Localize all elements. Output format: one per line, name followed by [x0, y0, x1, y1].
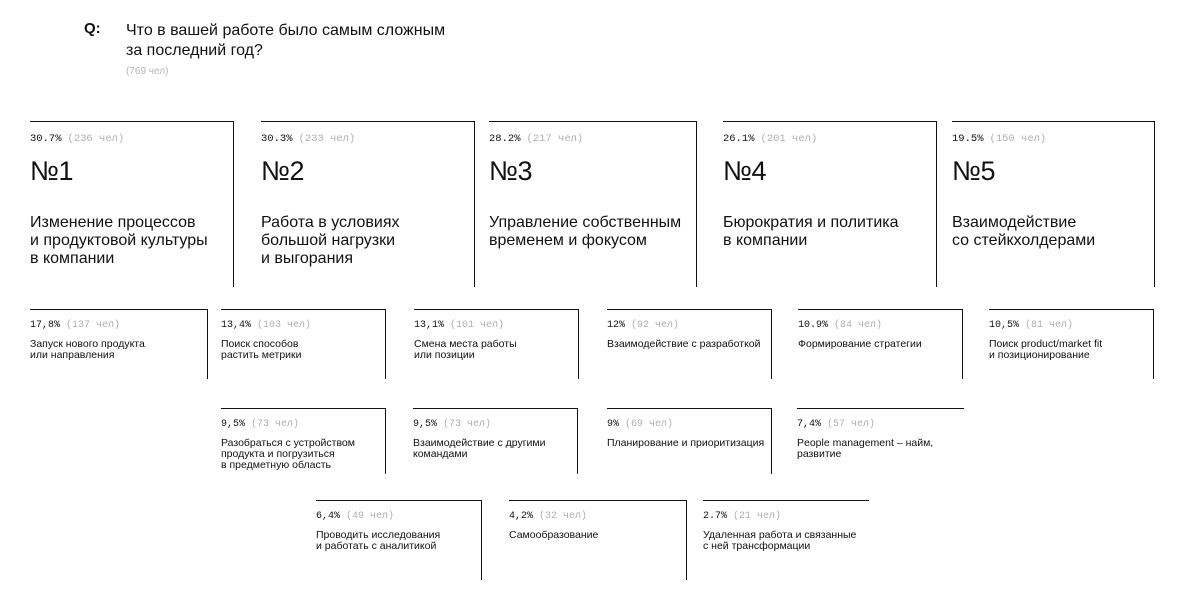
answer-title-line: Разобраться с устройством	[221, 437, 355, 449]
answer-stat	[413, 419, 491, 430]
answer-title-line: Изменение процессов	[30, 214, 196, 231]
answer-title	[607, 438, 764, 449]
answer-title-line: Взаимодействие	[952, 214, 1077, 231]
answer-count: (233 чел)	[298, 133, 356, 145]
question-text-line: за последний год?	[126, 42, 263, 59]
answer-title	[952, 214, 1164, 250]
answer-title-line: Удаленная работа и связанные	[703, 529, 857, 541]
answer-percent: 6,4%	[316, 511, 341, 522]
respondents-count: (769 чел)	[126, 66, 169, 77]
answer-title-line: или позиции	[414, 349, 475, 361]
answer-percent: 4,2%	[509, 511, 534, 522]
answer-stat	[952, 133, 1046, 145]
answer-title-line: Формирование стратегии	[798, 338, 922, 350]
answer-stat	[703, 511, 781, 522]
answer-percent: 9%	[607, 419, 620, 430]
answer-title-line: Взаимодействие с другими	[413, 437, 546, 449]
answer-title	[723, 214, 935, 250]
answer-card	[221, 408, 386, 474]
answer-title	[703, 530, 856, 552]
answer-percent: 12%	[607, 320, 626, 331]
answer-title	[30, 214, 242, 268]
answer-title-line: Работа в условиях	[261, 214, 400, 231]
answer-title-line: или направления	[30, 349, 115, 361]
answer-title-line: Самообразование	[509, 529, 599, 541]
answer-stat	[221, 419, 299, 430]
answer-title-line: временем и фокусом	[489, 232, 647, 249]
answer-title-line: Запуск нового продукта	[30, 338, 145, 350]
answer-card	[607, 309, 772, 379]
answer-title	[607, 339, 761, 350]
answer-title	[30, 339, 145, 361]
answer-title-line: в предметную область	[221, 459, 331, 471]
answer-title-line: Бюрократия и политика	[723, 214, 899, 231]
answer-stat	[489, 133, 583, 145]
answer-stat	[316, 511, 394, 522]
answer-title-line: командами	[413, 448, 468, 460]
question-text	[126, 21, 486, 61]
answer-title	[414, 339, 517, 361]
answer-count: (57 чел)	[827, 419, 876, 430]
answer-card	[221, 309, 386, 379]
answer-percent: 10.9%	[798, 320, 829, 331]
answer-percent: 9,5%	[221, 419, 246, 430]
answer-count: (217 чел)	[526, 133, 584, 145]
answer-count: (92 чел)	[631, 320, 680, 331]
answer-card	[509, 500, 687, 580]
answer-title-line: People management – найм,	[797, 437, 934, 449]
top-answer-card	[952, 121, 1155, 287]
answer-title-line: Взаимодействие с разработкой	[607, 338, 761, 350]
answer-count: (103 чел)	[257, 320, 312, 331]
answer-title-line: с ней трансформации	[703, 540, 811, 552]
answer-stat	[607, 419, 673, 430]
answer-percent: 10,5%	[989, 320, 1020, 331]
answer-title-line: Смена места работы	[414, 338, 517, 350]
answer-count: (32 чел)	[539, 511, 588, 522]
question-label: Q:	[84, 20, 101, 37]
answer-count: (21 чел)	[733, 511, 782, 522]
answer-title	[221, 438, 355, 471]
answer-title	[413, 438, 546, 460]
answer-stat	[261, 133, 355, 145]
answer-title	[489, 214, 701, 250]
answer-title-line: и продуктовой культуры	[30, 232, 208, 249]
answer-count: (84 чел)	[834, 320, 883, 331]
answer-title-line: растить метрики	[221, 349, 302, 361]
answer-stat	[509, 511, 587, 522]
answer-percent: 2.7%	[703, 511, 728, 522]
answer-rank: №3	[489, 156, 532, 186]
answer-title	[798, 339, 922, 350]
answer-percent: 7,4%	[797, 419, 822, 430]
answer-card	[703, 500, 869, 580]
answer-title-line: Планирование и приоритизация	[607, 437, 765, 449]
answer-percent: 26.1%	[723, 133, 755, 145]
answer-title	[509, 530, 598, 541]
answer-percent: 30.3%	[261, 133, 293, 145]
answer-stat	[607, 320, 679, 331]
answer-count: (236 чел)	[67, 133, 125, 145]
answer-card	[30, 309, 208, 379]
answer-count: (69 чел)	[625, 419, 674, 430]
answer-count: (73 чел)	[443, 419, 492, 430]
answer-stat	[30, 133, 124, 145]
answer-card	[797, 408, 964, 474]
answer-title	[261, 214, 473, 268]
answer-percent: 17,8%	[30, 320, 61, 331]
answer-stat	[989, 320, 1073, 331]
question-text-line: Что в вашей работе было самым сложным	[126, 22, 446, 39]
answer-rank: №4	[723, 156, 766, 186]
answer-title	[797, 438, 933, 460]
answer-card	[798, 309, 963, 379]
answer-stat	[798, 320, 882, 331]
answer-stat	[414, 320, 504, 331]
answer-percent: 9,5%	[413, 419, 438, 430]
top-answer-card	[30, 121, 234, 287]
answer-title-line: большой нагрузки	[261, 232, 396, 249]
answer-card	[989, 309, 1154, 379]
answer-percent: 28.2%	[489, 133, 521, 145]
answer-card	[414, 309, 579, 379]
answer-rank: №5	[952, 156, 995, 186]
answer-stat	[30, 320, 120, 331]
top-answer-card	[261, 121, 475, 287]
answer-title-line: Поиск способов	[221, 338, 299, 350]
answer-title-line: развитие	[797, 448, 842, 460]
answer-title-line: продукта и погрузиться	[221, 448, 335, 460]
answer-title-line: со стейкхолдерами	[952, 232, 1096, 249]
answer-rank: №1	[30, 156, 73, 186]
answer-title	[316, 530, 440, 552]
answer-stat	[797, 419, 875, 430]
answer-title-line: Проводить исследования	[316, 529, 441, 541]
answer-stat	[221, 320, 311, 331]
answer-title	[221, 339, 301, 361]
answer-title-line: в компании	[723, 232, 808, 249]
answer-percent: 30.7%	[30, 133, 62, 145]
answer-count: (137 чел)	[66, 320, 121, 331]
answer-card	[413, 408, 578, 474]
answer-title	[989, 339, 1102, 361]
answer-card	[316, 500, 482, 580]
answer-rank: №2	[261, 156, 304, 186]
answer-title-line: и выгорания	[261, 250, 353, 267]
answer-count: (73 чел)	[251, 419, 300, 430]
answer-count: (101 чел)	[450, 320, 505, 331]
answer-percent: 19.5%	[952, 133, 984, 145]
answer-count: (49 чел)	[346, 511, 395, 522]
answer-title-line: Поиск product/market fit	[989, 338, 1103, 350]
answer-title-line: Управление собственным	[489, 214, 682, 231]
answer-percent: 13,4%	[221, 320, 252, 331]
answer-card	[607, 408, 772, 474]
top-answer-card	[723, 121, 937, 287]
answer-count: (81 чел)	[1025, 320, 1074, 331]
top-answer-card	[489, 121, 697, 287]
answer-title-line: и позиционирование	[989, 349, 1090, 361]
answer-title-line: и работать с аналитикой	[316, 540, 437, 552]
answer-percent: 13,1%	[414, 320, 445, 331]
answer-count: (201 чел)	[760, 133, 818, 145]
answer-stat	[723, 133, 817, 145]
answer-count: (150 чел)	[989, 133, 1047, 145]
answer-title-line: в компании	[30, 250, 115, 267]
